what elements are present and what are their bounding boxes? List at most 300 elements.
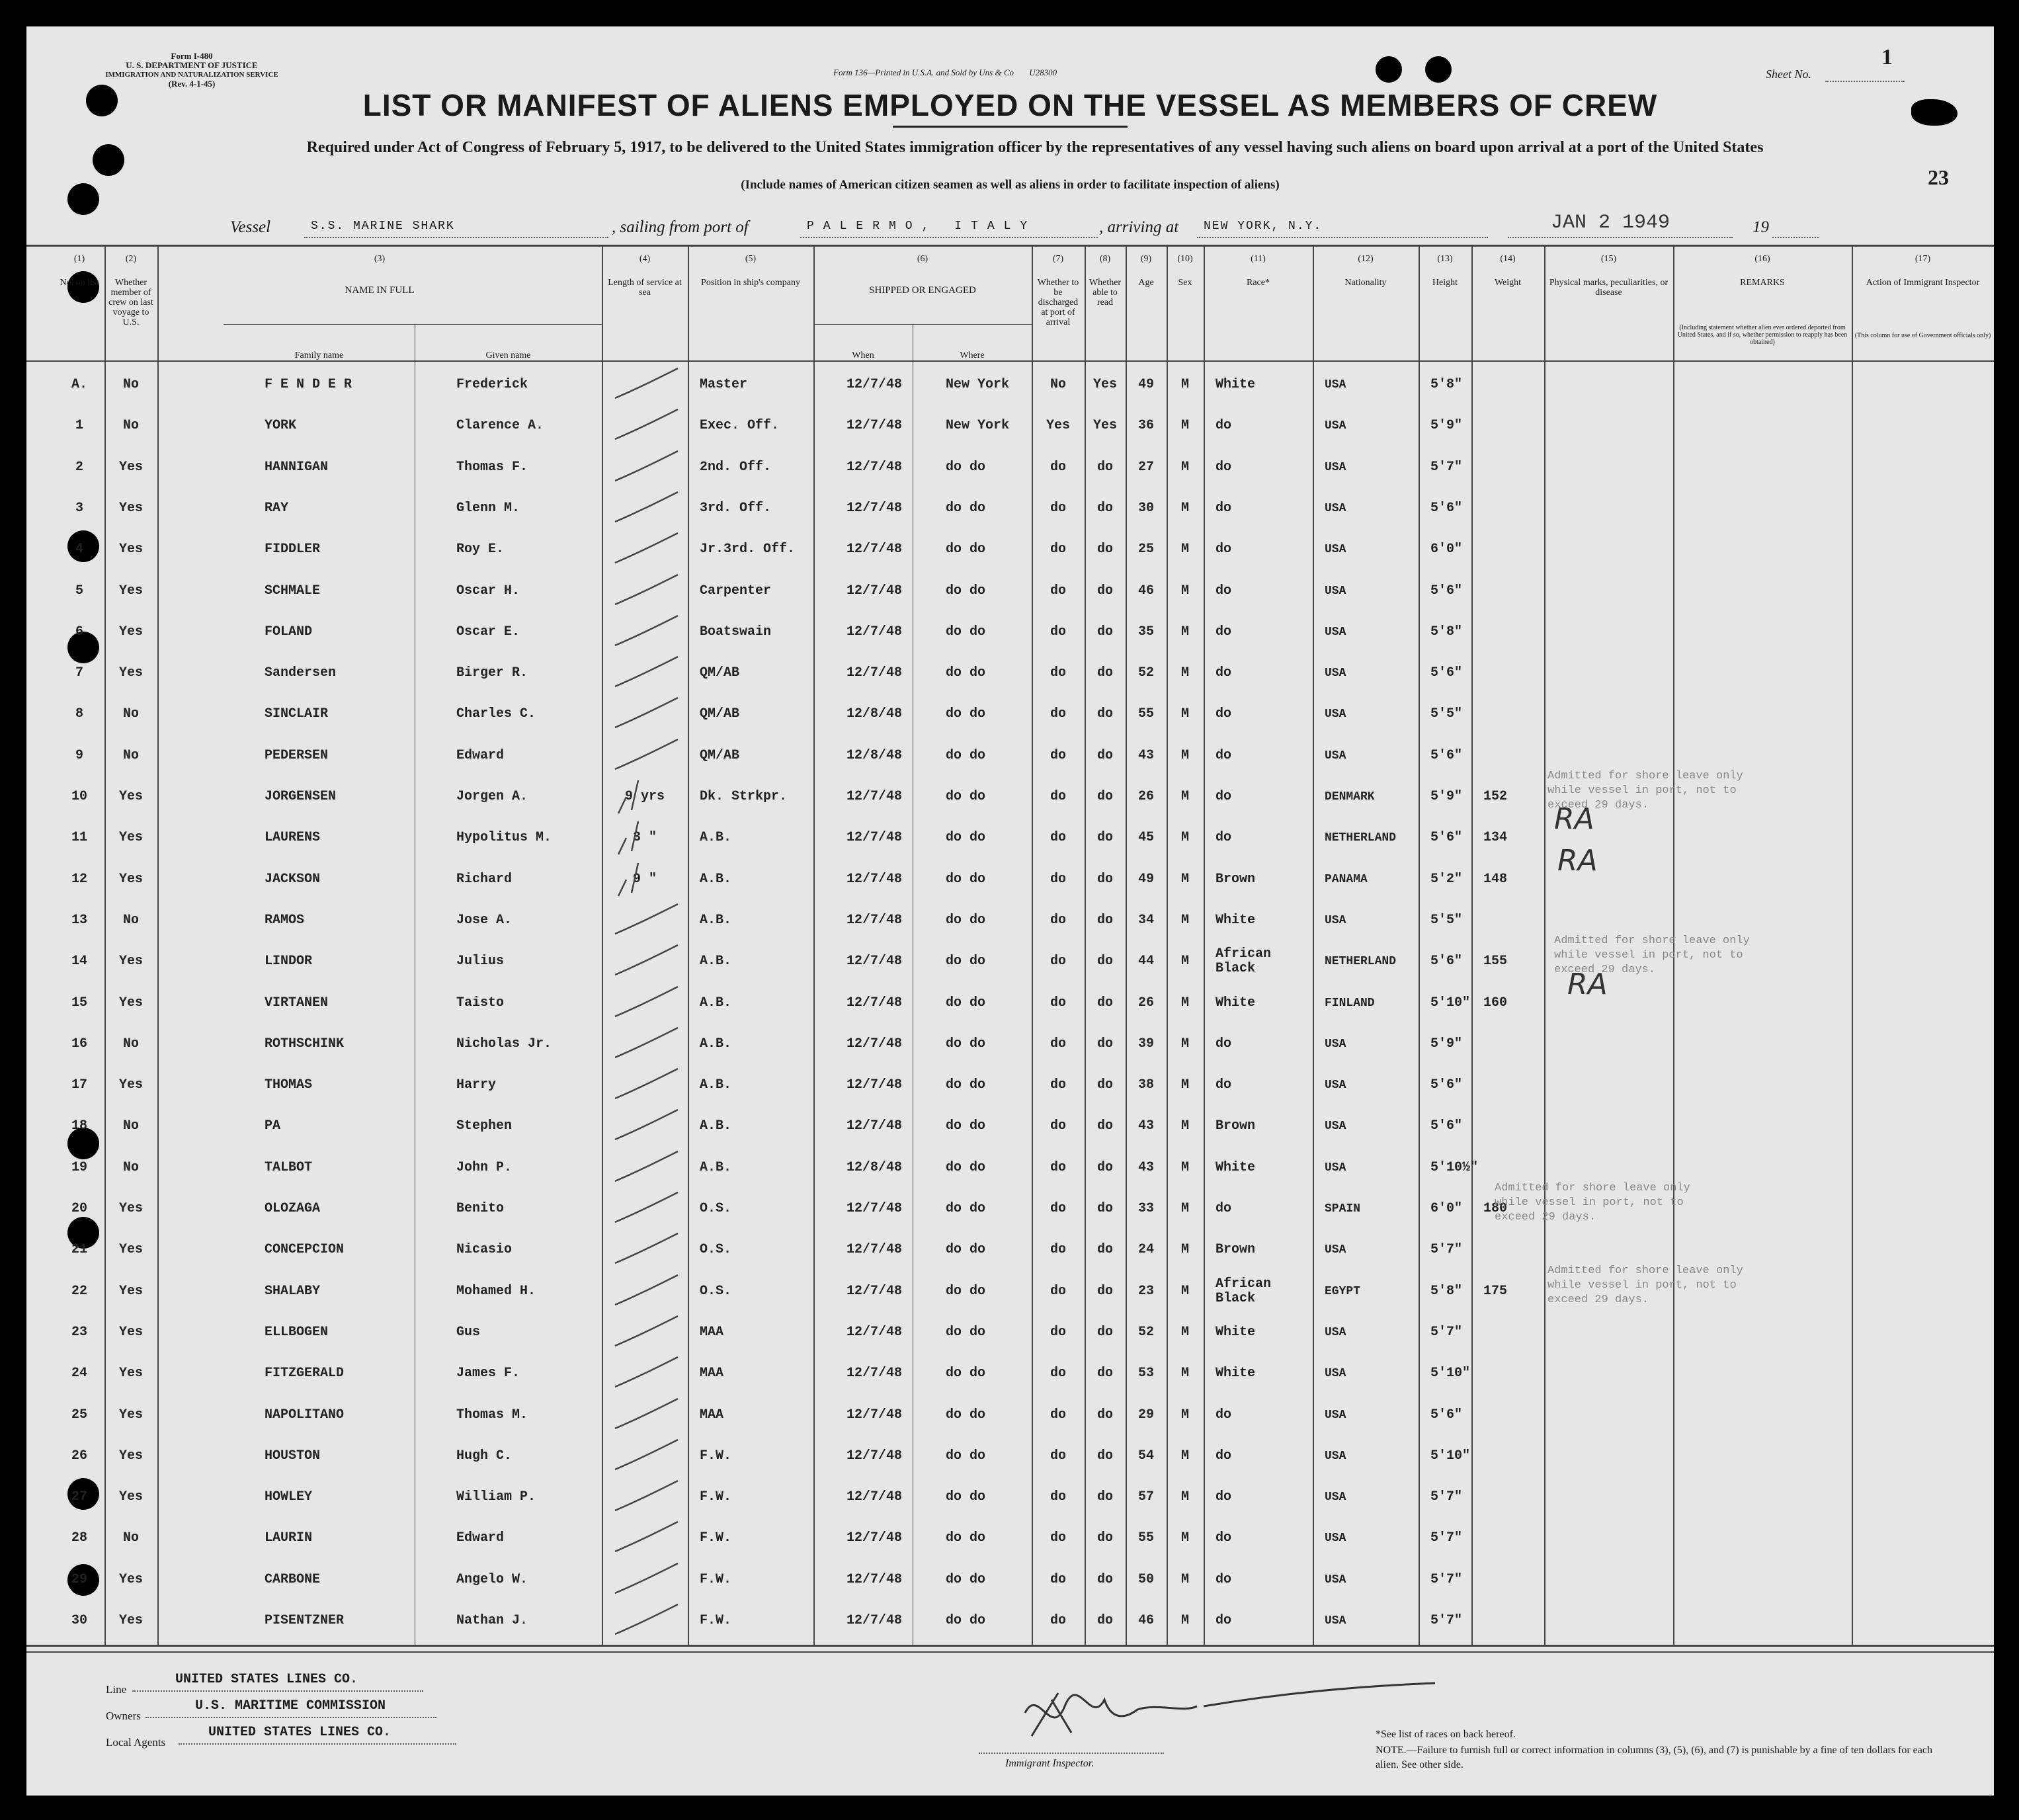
cell-given: Jose A. xyxy=(456,912,513,928)
cell-age: 36 xyxy=(1137,418,1154,434)
cell-nat: USA xyxy=(1325,1491,1346,1505)
cell-no: 14 xyxy=(71,954,87,970)
cell-race: do xyxy=(1216,542,1232,558)
cell-race: White xyxy=(1216,1159,1256,1175)
port-line xyxy=(800,237,1098,238)
cell-height: 5'9" xyxy=(1430,1036,1463,1052)
table-row xyxy=(26,1351,1994,1392)
cell-given: Taisto xyxy=(456,995,505,1011)
cell-position: A.B. xyxy=(700,954,732,970)
cell-no: 7 xyxy=(75,665,83,681)
cell-no: 5 xyxy=(75,583,83,599)
cell-read: do xyxy=(1096,830,1113,846)
cell-disch: do xyxy=(1050,1118,1066,1134)
cell-race: do xyxy=(1216,1613,1232,1628)
cell-family: VIRTANEN xyxy=(265,995,329,1011)
cell-height: 5'6" xyxy=(1430,830,1463,846)
service-check-mark xyxy=(612,612,684,652)
cell-position: A.B. xyxy=(700,871,732,887)
cell-disch: Yes xyxy=(1046,418,1070,434)
cell-sex: M xyxy=(1180,995,1189,1011)
cell-position: F.W. xyxy=(700,1571,732,1587)
cell-no: 23 xyxy=(71,1324,87,1340)
cell-service: 3 " xyxy=(632,830,657,846)
cell-age: 23 xyxy=(1137,1283,1154,1299)
cell-prev: No xyxy=(122,912,139,928)
service-check-mark xyxy=(612,860,684,899)
cell-when: 12/7/48 xyxy=(846,995,903,1011)
cell-disch: do xyxy=(1050,789,1066,804)
cell-position: QM/AB xyxy=(700,665,740,681)
service-check-mark xyxy=(612,1354,684,1393)
column-number: (3) xyxy=(374,254,386,264)
cell-read: do xyxy=(1096,1159,1113,1175)
cell-race: do xyxy=(1216,418,1232,434)
cell-position: MAA xyxy=(700,1366,724,1382)
corner-number: 23 xyxy=(1928,165,1949,189)
cell-read: do xyxy=(1096,1324,1113,1340)
arrival-port: NEW YORK, N.Y. xyxy=(1204,220,1323,233)
table-row xyxy=(26,1186,1994,1227)
cell-position: O.S. xyxy=(700,1283,732,1299)
cell-position: Exec. Off. xyxy=(700,418,780,434)
cell-age: 54 xyxy=(1137,1448,1154,1464)
cell-no: 13 xyxy=(71,912,87,928)
cell-prev: Yes xyxy=(118,830,143,846)
cell-height: 5'8" xyxy=(1430,624,1463,640)
cell-sex: M xyxy=(1180,583,1189,599)
cell-position: A.B. xyxy=(700,830,732,846)
cell-prev: Yes xyxy=(118,871,143,887)
service-check-mark xyxy=(612,1272,684,1311)
agents-label: Local Agents xyxy=(106,1736,166,1749)
service-check-mark xyxy=(612,365,684,405)
ra-mark: RA xyxy=(1567,967,1608,1001)
cell-race: do xyxy=(1216,500,1232,516)
column-header-16: REMARKS xyxy=(1740,278,1785,288)
cell-age: 30 xyxy=(1137,500,1154,516)
cell-family: JORGENSEN xyxy=(265,789,337,804)
cell-family: RAY xyxy=(265,500,289,516)
cell-when: 12/7/48 xyxy=(846,1242,903,1258)
cell-race: do xyxy=(1216,624,1232,640)
cell-where: do do xyxy=(946,1530,986,1546)
service-check-mark xyxy=(612,1436,684,1476)
cell-given: Birger R. xyxy=(456,665,528,681)
table-row xyxy=(26,445,1994,486)
table-bottom-rule-2 xyxy=(26,1651,1994,1653)
table-row xyxy=(26,857,1994,898)
cell-age: 52 xyxy=(1137,665,1154,681)
column-number: (17) xyxy=(1915,254,1931,264)
inspector-line xyxy=(979,1753,1164,1754)
vessel-label: Vessel xyxy=(230,218,271,236)
column-number: (1) xyxy=(73,254,85,264)
cell-prev: Yes xyxy=(118,1242,143,1258)
cell-disch: do xyxy=(1050,954,1066,970)
cell-prev: Yes xyxy=(118,1448,143,1464)
cell-disch: do xyxy=(1050,871,1066,887)
cell-prev: Yes xyxy=(118,459,143,475)
cell-race: do xyxy=(1216,1201,1232,1216)
cell-when: 12/7/48 xyxy=(846,542,903,558)
cell-no: 18 xyxy=(71,1118,87,1134)
cell-nat: FINLAND xyxy=(1325,996,1375,1010)
cell-disch: do xyxy=(1050,500,1066,516)
cell-nat: PANAMA xyxy=(1325,872,1368,886)
cell-when: 12/7/48 xyxy=(846,954,903,970)
cell-height: 5'10½" xyxy=(1430,1159,1479,1175)
cell-age: 55 xyxy=(1137,1530,1154,1546)
cell-race: White xyxy=(1216,1366,1256,1382)
column-number: (6) xyxy=(917,254,928,264)
cell-race: Brown xyxy=(1216,871,1256,887)
cell-disch: do xyxy=(1050,1077,1066,1093)
cell-when: 12/7/48 xyxy=(846,1324,903,1340)
cell-position: Carpenter xyxy=(700,583,772,599)
cell-position: O.S. xyxy=(700,1201,732,1216)
table-row xyxy=(26,1227,1994,1268)
cell-family: FOLAND xyxy=(265,624,313,640)
cell-given: William P. xyxy=(456,1489,536,1505)
cell-family: TALBOT xyxy=(265,1159,313,1175)
cell-prev: Yes xyxy=(118,542,143,558)
cell-height: 5'7" xyxy=(1430,1242,1463,1258)
cell-no: A. xyxy=(71,377,87,392)
action-subheader: (This column for use of Government officials only) xyxy=(1854,332,1991,339)
cell-nat: USA xyxy=(1325,378,1346,392)
cell-prev: Yes xyxy=(118,1324,143,1340)
cell-position: F.W. xyxy=(700,1489,732,1505)
cell-where: do do xyxy=(946,1036,986,1052)
cell-read: Yes xyxy=(1092,377,1117,392)
column-header-15: Physical marks, peculiarities, or disease xyxy=(1549,278,1669,298)
column-header-11: Race* xyxy=(1247,278,1270,288)
departure-port: PALERMO, ITALY xyxy=(807,220,1037,233)
table-row xyxy=(26,1393,1994,1434)
cell-read: do xyxy=(1096,1366,1113,1382)
races-note: *See list of races on back hereof. xyxy=(1376,1729,1516,1740)
service-check-mark xyxy=(612,1601,684,1641)
line-value: UNITED STATES LINES CO. xyxy=(175,1672,358,1687)
cell-family: HOWLEY xyxy=(265,1489,313,1505)
cell-read: do xyxy=(1096,912,1113,928)
cell-height: 5'9" xyxy=(1430,418,1463,434)
cell-given: Edward xyxy=(456,1530,505,1546)
cell-where: do do xyxy=(946,583,986,599)
cell-when: 12/7/48 xyxy=(846,789,903,804)
cell-family: ROTHSCHINK xyxy=(265,1036,345,1052)
arrival-date-stamp: JAN 2 1949 xyxy=(1551,212,1670,234)
table-row xyxy=(26,815,1994,856)
cell-disch: do xyxy=(1050,459,1066,475)
cell-disch: do xyxy=(1050,830,1066,846)
cell-height: 5'6" xyxy=(1430,665,1463,681)
cell-no: 26 xyxy=(71,1448,87,1464)
cell-race: do xyxy=(1216,1077,1232,1093)
cell-where: do do xyxy=(946,1201,986,1216)
cell-read: do xyxy=(1096,665,1113,681)
cell-age: 55 xyxy=(1137,706,1154,722)
cell-family: NAPOLITANO xyxy=(265,1407,345,1423)
column-header-3: NAME IN FULL xyxy=(345,285,415,296)
cell-disch: No xyxy=(1050,377,1066,392)
cell-read: do xyxy=(1096,542,1113,558)
table-row xyxy=(26,1063,1994,1104)
cell-read: do xyxy=(1096,459,1113,475)
service-check-mark xyxy=(612,406,684,446)
cell-age: 34 xyxy=(1137,912,1154,928)
cell-nat: USA xyxy=(1325,1037,1346,1051)
cell-family: F E N D E R xyxy=(265,377,352,392)
cell-when: 12/7/48 xyxy=(846,1118,903,1134)
cell-when: 12/7/48 xyxy=(846,1571,903,1587)
cell-disch: do xyxy=(1050,912,1066,928)
cell-position: A.B. xyxy=(700,1118,732,1134)
column-number: (2) xyxy=(125,254,137,264)
cell-prev: Yes xyxy=(118,1407,143,1423)
column-number: (4) xyxy=(639,254,651,264)
cell-when: 12/7/48 xyxy=(846,871,903,887)
cell-race: do xyxy=(1216,706,1232,722)
cell-weight: 148 xyxy=(1483,871,1508,887)
cell-disch: do xyxy=(1050,1407,1066,1423)
service-check-mark xyxy=(612,489,684,528)
cell-where: do do xyxy=(946,789,986,804)
include-note: (Include names of American citizen seamen as well as aliens in order to facilitate inspection of aliens) xyxy=(741,178,1280,192)
page-title: LIST OR MANIFEST OF ALIENS EMPLOYED ON THE VESSEL AS MEMBERS OF CREW xyxy=(362,88,1658,122)
cell-prev: Yes xyxy=(118,1077,143,1093)
cell-no: 16 xyxy=(71,1036,87,1052)
cell-no: 12 xyxy=(71,871,87,887)
cell-family: ELLBOGEN xyxy=(265,1324,329,1340)
cell-prev: Yes xyxy=(118,1366,143,1382)
cell-prev: Yes xyxy=(118,995,143,1011)
cell-read: do xyxy=(1096,1613,1113,1628)
cell-prev: Yes xyxy=(118,665,143,681)
service-check-mark xyxy=(612,818,684,858)
cell-disch: do xyxy=(1050,1201,1066,1216)
cell-no: 10 xyxy=(71,789,87,804)
cell-no: 3 xyxy=(75,500,83,516)
cell-family: PEDERSEN xyxy=(265,747,329,763)
cell-sex: M xyxy=(1180,1530,1189,1546)
cell-read: do xyxy=(1096,1118,1113,1134)
cell-nat: USA xyxy=(1325,1408,1346,1422)
cell-sex: M xyxy=(1180,542,1189,558)
table-row xyxy=(26,1310,1994,1351)
cell-when: 12/7/48 xyxy=(846,1407,903,1423)
cell-race: do xyxy=(1216,1036,1232,1052)
cell-read: do xyxy=(1096,1407,1113,1423)
cell-read: do xyxy=(1096,1283,1113,1299)
cell-sex: M xyxy=(1180,747,1189,763)
service-check-mark xyxy=(612,571,684,611)
cell-sex: M xyxy=(1180,624,1189,640)
cell-no: 15 xyxy=(71,995,87,1011)
cell-when: 12/7/48 xyxy=(846,1077,903,1093)
cell-nat: DENMARK xyxy=(1325,790,1375,804)
cell-height: 5'7" xyxy=(1430,459,1463,475)
service-check-mark xyxy=(612,1313,684,1352)
table-row xyxy=(26,981,1994,1022)
cell-where: do do xyxy=(946,624,986,640)
title-rule xyxy=(893,126,1128,128)
cell-nat: USA xyxy=(1325,501,1346,515)
cell-read: do xyxy=(1096,995,1113,1011)
cell-position: QM/AB xyxy=(700,747,740,763)
cell-family: YORK xyxy=(265,418,297,434)
cell-family: PA xyxy=(265,1118,281,1134)
cell-family: RAMOS xyxy=(265,912,305,928)
table-top-rule xyxy=(26,245,1994,247)
cell-given: Hypolitus M. xyxy=(456,830,552,846)
cell-nat: USA xyxy=(1325,1449,1346,1463)
cell-read: do xyxy=(1096,1201,1113,1216)
ra-mark: RA xyxy=(1554,802,1594,837)
cell-nat: USA xyxy=(1325,913,1346,927)
cell-weight: 134 xyxy=(1483,830,1508,846)
cell-nat: USA xyxy=(1325,1079,1346,1093)
cell-where: do do xyxy=(946,1324,986,1340)
name-sub-rule xyxy=(224,324,602,325)
cell-age: 39 xyxy=(1137,1036,1154,1052)
cell-family: HOUSTON xyxy=(265,1448,321,1464)
cell-position: F.W. xyxy=(700,1448,732,1464)
cell-family: LAURIN xyxy=(265,1530,313,1546)
cell-given: Nicasio xyxy=(456,1242,513,1258)
column-header-5: Position in ship's company xyxy=(701,278,800,288)
cell-height: 6'0" xyxy=(1430,542,1463,558)
cell-no: 29 xyxy=(71,1571,87,1587)
cell-position: 3rd. Off. xyxy=(700,500,772,516)
cell-when: 12/8/48 xyxy=(846,706,903,722)
cell-race: do xyxy=(1216,459,1232,475)
cell-family: CARBONE xyxy=(265,1571,321,1587)
table-row xyxy=(26,1022,1994,1063)
cell-disch: do xyxy=(1050,706,1066,722)
cell-weight: 152 xyxy=(1483,789,1508,804)
cell-family: OLOZAGA xyxy=(265,1201,321,1216)
cell-disch: do xyxy=(1050,542,1066,558)
cell-service: 9 " xyxy=(632,871,657,887)
service-check-mark xyxy=(612,901,684,940)
cell-when: 12/7/48 xyxy=(846,624,903,640)
cell-age: 44 xyxy=(1137,954,1154,970)
cell-where: do do xyxy=(946,1407,986,1423)
cell-race: White xyxy=(1216,1324,1256,1340)
cell-prev: Yes xyxy=(118,954,143,970)
cell-sex: M xyxy=(1180,418,1189,434)
table-row xyxy=(26,1145,1994,1186)
cell-no: 4 xyxy=(75,542,83,558)
cell-sex: M xyxy=(1180,706,1189,722)
cell-when: 12/8/48 xyxy=(846,747,903,763)
penalty-note: NOTE.—Failure to furnish full or correct information in columns (3), (5), (6), and (7) is punishable by a fine of ten dollars for each alien. See other side. xyxy=(1376,1745,1932,1770)
cell-age: 25 xyxy=(1137,542,1154,558)
cell-no: 1 xyxy=(75,418,83,434)
cell-given: Edward xyxy=(456,747,505,763)
service-check-mark xyxy=(612,736,684,776)
cell-sex: M xyxy=(1180,830,1189,846)
cell-prev: No xyxy=(122,706,139,722)
cell-family: LINDOR xyxy=(265,954,313,970)
cell-race: do xyxy=(1216,665,1232,681)
cell-given: Nicholas Jr. xyxy=(456,1036,552,1052)
cell-height: 5'5" xyxy=(1430,706,1463,722)
cell-nat: USA xyxy=(1325,1120,1346,1134)
service-check-mark xyxy=(612,1189,684,1229)
cell-no: 2 xyxy=(75,459,83,475)
cell-disch: do xyxy=(1050,1530,1066,1546)
cell-where: do do xyxy=(946,1613,986,1628)
cell-family: LAURENS xyxy=(265,830,321,846)
cell-where: do do xyxy=(946,747,986,763)
cell-age: 49 xyxy=(1137,377,1154,392)
cell-race: do xyxy=(1216,1571,1232,1587)
cell-when: 12/7/48 xyxy=(846,583,903,599)
sheet-number-line xyxy=(1825,81,1905,82)
cell-height: 5'10" xyxy=(1430,995,1471,1011)
cell-where: do do xyxy=(946,1571,986,1587)
service-check-mark xyxy=(612,1477,684,1517)
table-row xyxy=(26,610,1994,651)
year-line xyxy=(1772,237,1819,238)
cell-weight: 175 xyxy=(1483,1283,1508,1299)
cell-sex: M xyxy=(1180,1366,1189,1382)
cell-prev: Yes xyxy=(118,500,143,516)
cell-given: Stephen xyxy=(456,1118,513,1134)
column-header-2: Whether member of crew on last voyage to U.S. xyxy=(108,278,153,327)
cell-where: do do xyxy=(946,871,986,887)
cell-weight: 180 xyxy=(1483,1201,1508,1216)
cell-read: do xyxy=(1096,1448,1113,1464)
cell-no: 30 xyxy=(71,1613,87,1628)
cell-given: Hugh C. xyxy=(456,1448,513,1464)
cell-where: do do xyxy=(946,1118,986,1134)
department: U. S. DEPARTMENT OF JUSTICE xyxy=(126,60,258,70)
form-info xyxy=(99,52,284,89)
requirement-text: Required under Act of Congress of February 5, 1917, to be delivered to the United States immigration officer by the representatives of any vessel having such aliens on board upon arrival at a port of the United States xyxy=(306,139,1764,156)
table-row xyxy=(26,1475,1994,1516)
cell-race: do xyxy=(1216,1407,1232,1423)
cell-age: 38 xyxy=(1137,1077,1154,1093)
column-number: (16) xyxy=(1754,254,1770,264)
family-name-header: Family name xyxy=(294,351,344,360)
cell-disch: do xyxy=(1050,1489,1066,1505)
cell-no: 21 xyxy=(71,1242,87,1258)
cell-height: 5'7" xyxy=(1430,1530,1463,1546)
cell-prev: Yes xyxy=(118,1201,143,1216)
table-row xyxy=(26,733,1994,774)
cell-sex: M xyxy=(1180,1448,1189,1464)
ra-mark: RA xyxy=(1557,843,1598,878)
line-value-line xyxy=(132,1690,423,1692)
column-header-14: Weight xyxy=(1494,278,1522,288)
arrival-line xyxy=(1197,237,1488,238)
table-row xyxy=(26,1104,1994,1145)
cell-disch: do xyxy=(1050,1283,1066,1299)
cell-position: F.W. xyxy=(700,1530,732,1546)
cell-when: 12/7/48 xyxy=(846,1489,903,1505)
cell-given: Gus xyxy=(456,1324,481,1340)
cell-read: Yes xyxy=(1092,418,1117,434)
cell-where: do do xyxy=(946,1159,986,1175)
cell-where: do do xyxy=(946,954,986,970)
vessel-name: S.S. MARINE SHARK xyxy=(311,220,455,233)
cell-disch: do xyxy=(1050,1159,1066,1175)
cell-family: THOMAS xyxy=(265,1077,313,1093)
